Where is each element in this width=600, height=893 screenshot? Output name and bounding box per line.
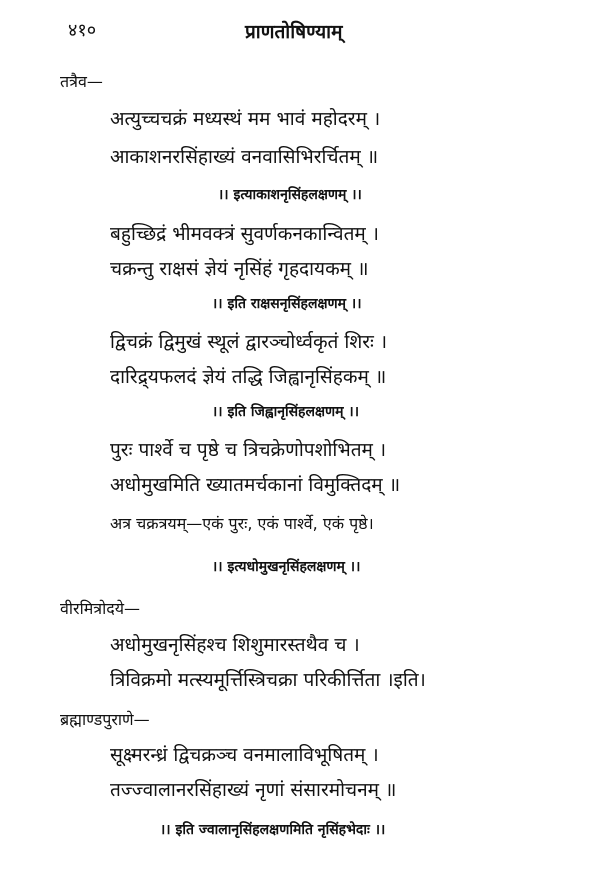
verse-line: बहुच्छिद्रं भीमवक्त्रं सुवर्णकनकान्वितम् । xyxy=(110,223,379,245)
verse-line: त्रिविक्रमो मत्स्यमूर्त्तिस्त्रिचक्रा परिकीर्त्तिता ।इति। xyxy=(110,669,426,691)
colophon: ।। इति ज्वालानृसिंहलक्षणमिति नृसिंहभेदाः ।। xyxy=(160,822,386,838)
verse-line: अत्युच्चचक्रं मध्यस्थं मम भावं महोदरम् । xyxy=(110,108,381,130)
verse-line: आकाशनरसिंहाख्यं वनवासिभिरर्चितम् ॥ xyxy=(110,146,379,168)
source-label: ब्रह्माण्डपुराणे— xyxy=(60,710,150,729)
verse-line: पुरः पार्श्वे च पृष्ठे च त्रिचक्रेणोपशोभितम् । xyxy=(110,439,387,461)
colophon: ।। इत्याकाशनृसिंहलक्षणम् ।। xyxy=(218,187,362,203)
verse-line: अधोमुखनृसिंहश्च शिशुमारस्तथैव च । xyxy=(110,634,360,656)
colophon: ।। इति जिह्वानृसिंहलक्षणम् ।। xyxy=(212,404,360,420)
source-label: वीरमित्रोदये— xyxy=(60,599,141,618)
source-label: तत्रैव— xyxy=(60,72,103,91)
verse-line: तज्ज्वालानरसिंहाख्यं नृणां संसारमोचनम् ॥ xyxy=(110,779,397,801)
verse-line: दारिद्र्यफलदं ज्ञेयं तद्धि जिह्वानृसिंहकम् ॥ xyxy=(110,366,387,388)
verse-line: अधोमुखमिति ख्यातमर्चकानां विमुक्तिदम् ॥ xyxy=(110,474,401,496)
running-title: प्राणतोषिण्याम् xyxy=(245,21,343,43)
verse-line: सूक्ष्मरन्ध्रं द्विचक्रञ्च वनमालाविभूषितम् । xyxy=(110,744,379,766)
page-number: ४१० xyxy=(68,20,97,41)
explanatory-note: अत्र चक्रत्रयम्—एकं पुरः, एकं पार्श्वे, एकं पृष्ठे। xyxy=(110,514,374,533)
colophon: ।। इति राक्षसनृसिंहलक्षणम् ।। xyxy=(212,296,362,312)
verse-line: द्विचक्रं द्विमुखं स्थूलं द्वारञ्चोर्ध्वकृतं शिरः । xyxy=(110,331,388,353)
colophon: ।। इत्यधोमुखनृसिंहलक्षणम् ।। xyxy=(212,559,361,575)
verse-line: चक्रन्तु राक्षसं ज्ञेयं नृसिंहं गृहदायकम् ॥ xyxy=(110,258,369,280)
